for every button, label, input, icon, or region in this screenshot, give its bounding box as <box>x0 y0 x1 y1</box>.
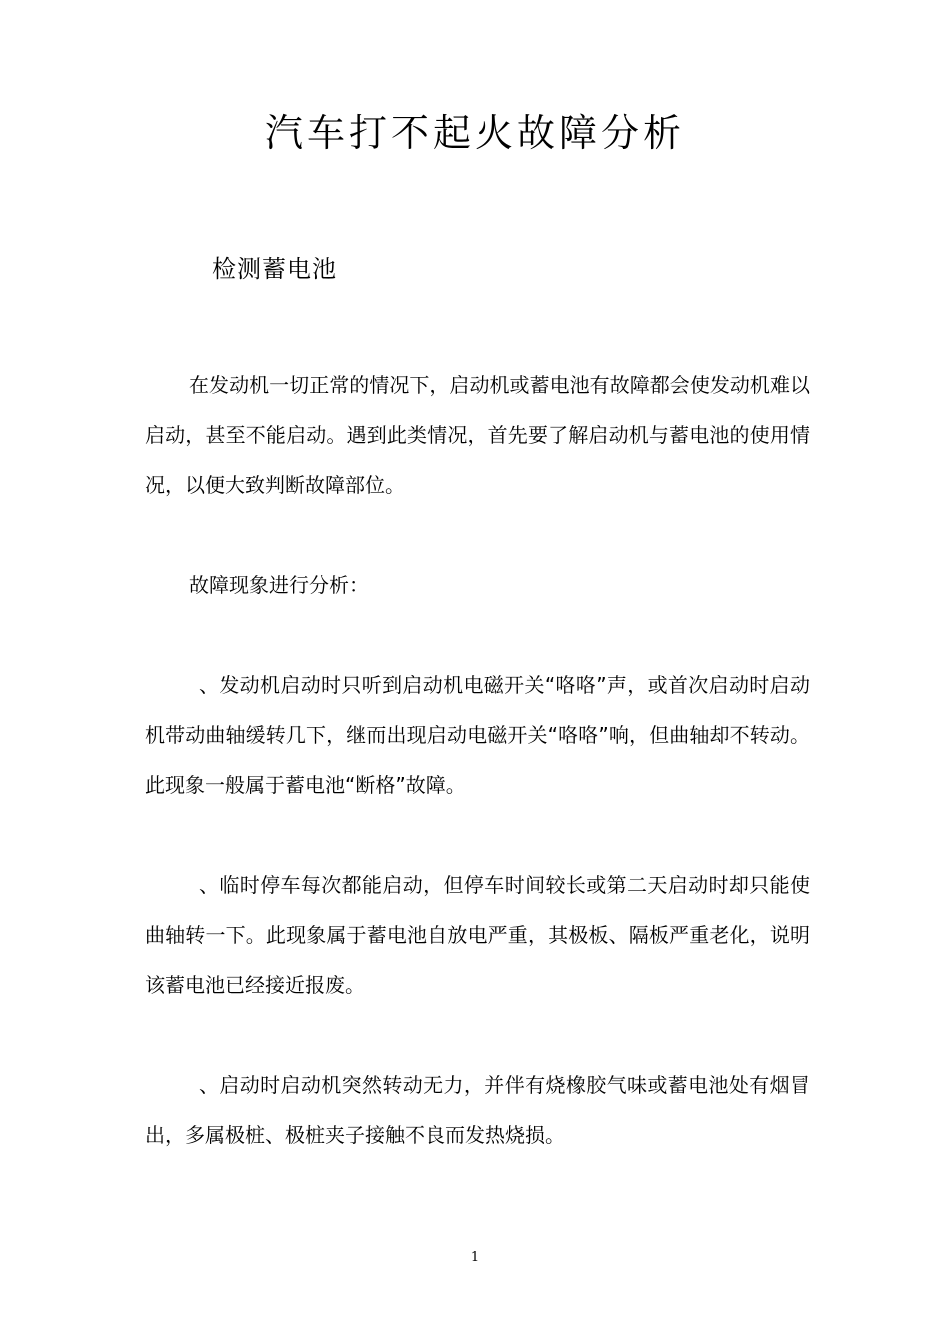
paragraph-item-2: 、临时停车每次都能启动，但停车时间较长或第二天启动时却只能使曲轴转一下。此现象属于蓄电池自放电严重，其极板、隔板严重老化，说明该蓄电池已经接近报废。 <box>145 873 810 997</box>
page-number: 1 <box>470 1250 480 1265</box>
paragraph-item-3: 、启动时启动机突然转动无力，并伴有烧橡胶气味或蓄电池处有烟冒出，多属极桩、极桩夹子接触不良而发热烧损。 <box>145 1073 810 1147</box>
document-title: 汽车打不起火故障分析 <box>264 111 685 155</box>
paragraph-analysis-lead: 故障现象进行分析： <box>189 573 369 597</box>
paragraph-intro: 在发动机一切正常的情况下，启动机或蓄电池有故障都会使发动机难以启动，甚至不能启动。遇到此类情况，首先要了解启动机与蓄电池的使用情况，以便大致判断故障部位。 <box>145 373 810 497</box>
paragraph-item-1: 、发动机启动时只听到启动机电磁开关“咯咯”声，或首次启动时启动机带动曲轴缓转几下，继而出现启动电磁开关“咯咯”响，但曲轴却不转动。此现象一般属于蓄电池“断格”故障。 <box>145 673 810 797</box>
section-heading: 检测蓄电池 <box>212 255 337 283</box>
